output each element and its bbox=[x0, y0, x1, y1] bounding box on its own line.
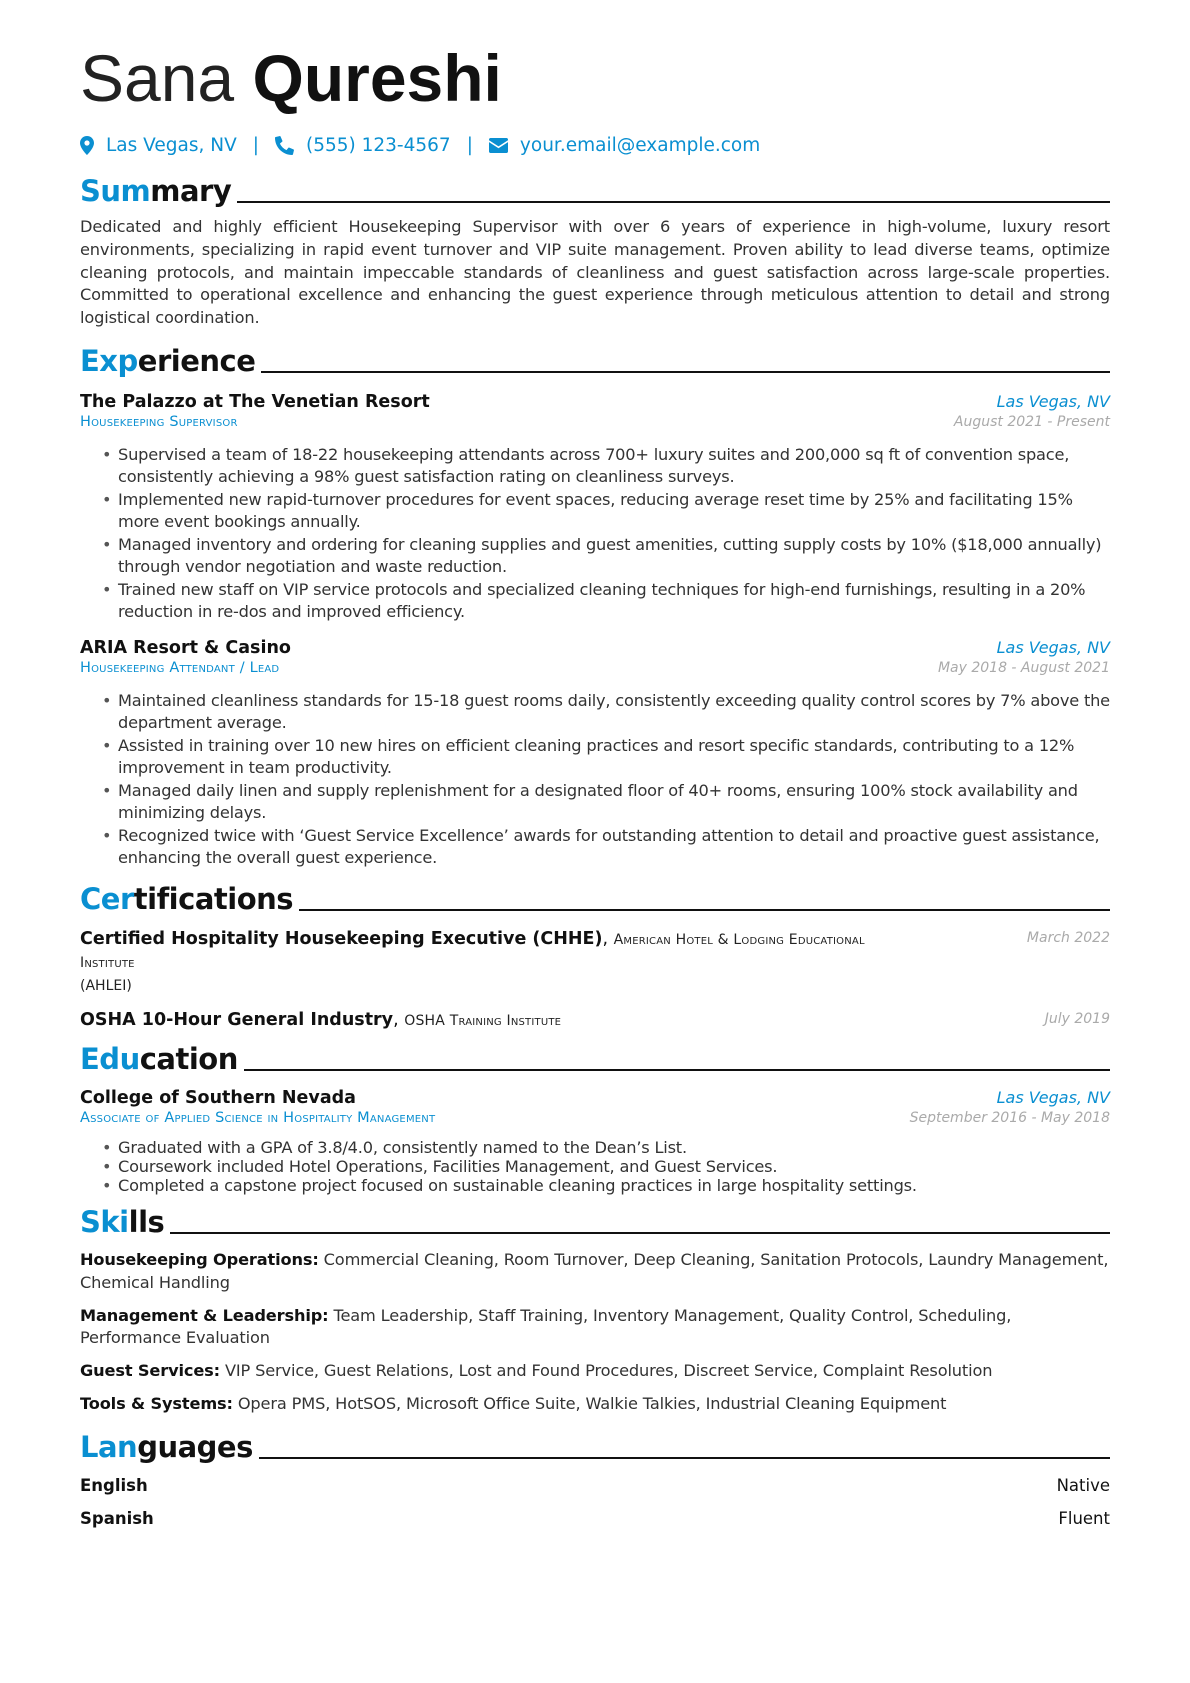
candidate-name bbox=[80, 38, 1110, 118]
contact-location bbox=[80, 135, 237, 156]
job-bullets bbox=[80, 690, 1110, 870]
bullet-icon: • bbox=[102, 825, 112, 845]
education-entry bbox=[80, 1088, 1110, 1195]
certification-issuer-abbr: (AHLEI) bbox=[80, 977, 132, 994]
job-title: Housekeeping Attendant / Lead bbox=[80, 659, 280, 676]
section-title-summary: Summary bbox=[80, 170, 1110, 210]
bullet-icon: • bbox=[102, 579, 112, 599]
last-name: Qureshi bbox=[252, 41, 502, 115]
skill-list: VIP Service, Guest Relations, Lost and Found Procedures, Discreet Service, Complaint Resolution bbox=[224, 1361, 993, 1381]
certification-issuer: OSHA Training Institute bbox=[404, 1012, 562, 1029]
bullet-icon: • bbox=[102, 690, 112, 710]
section-title-experience: Experience bbox=[80, 340, 1110, 380]
bullet-icon: • bbox=[102, 735, 112, 755]
list-item: • Supervised a team of 18-22 housekeeping attendants across 700+ luxury suites and 200,000 sq ft of convention space, consistently achieving a 98% guest satisfaction rating on cleanliness surveys. bbox=[102, 444, 1070, 487]
bullet-icon: • bbox=[102, 1156, 112, 1176]
skill-group bbox=[80, 1249, 1110, 1295]
language-row bbox=[80, 1475, 1110, 1497]
certification-item: Certified Hospitality Housekeeping Executive (CHHE), American Hotel & Lodging Educational Institute (AHLEI) March 2022 bbox=[80, 928, 1110, 994]
skill-list: Opera PMS, HotSOS, Microsoft Office Suite, Walkie Talkies, Industrial Cleaning Equipment bbox=[237, 1393, 947, 1413]
section-divider bbox=[299, 909, 1110, 911]
section-divider bbox=[261, 371, 1110, 373]
list-item: • Trained new staff on VIP service protocols and specialized cleaning techniques for high-end furnishings, resulting in a 20% reduction in re-dos and improved efficiency. bbox=[102, 579, 1086, 622]
degree-name: Associate of Applied Science in Hospitality Management bbox=[80, 1109, 436, 1126]
skill-list: Team Leadership, Staff Training, Inventory Management, Quality Control, Scheduling, Performance Evaluation bbox=[80, 1305, 1012, 1348]
certification-name: OSHA 10-Hour General Industry bbox=[80, 1009, 394, 1030]
contact-separator: | bbox=[466, 134, 473, 156]
contact-phone[interactable] bbox=[275, 135, 451, 156]
email-text: your.email@example.com bbox=[519, 134, 761, 156]
language-name: Spanish bbox=[80, 1508, 154, 1528]
phone-icon bbox=[275, 136, 294, 155]
section-divider bbox=[170, 1232, 1110, 1234]
phone-text: (555) 123-4567 bbox=[305, 134, 451, 156]
job-location: Las Vegas, NV bbox=[996, 391, 1110, 411]
skill-group bbox=[80, 1393, 1110, 1416]
location-text: Las Vegas, NV bbox=[106, 134, 237, 156]
employer-name: The Palazzo at The Venetian Resort bbox=[80, 391, 430, 412]
certification-item: OSHA 10-Hour General Industry, OSHA Training Institute July 2019 bbox=[80, 1009, 1110, 1030]
skill-list: Commercial Cleaning, Room Turnover, Deep Cleaning, Sanitation Protocols, Laundry Management, Chemical Handling bbox=[80, 1249, 1109, 1292]
list-item: • Assisted in training over 10 new hires on efficient cleaning practices and resort specific standards, contributing to a 12% improvement in team productivity. bbox=[102, 735, 1075, 778]
envelope-icon bbox=[489, 138, 508, 153]
skill-category: Guest Services: bbox=[80, 1361, 220, 1381]
map-pin-icon bbox=[80, 136, 94, 155]
list-item: • Managed daily linen and supply replenishment for a designated floor of 40+ rooms, ensuring 100% stock availability and minimizing delays. bbox=[102, 780, 1078, 823]
bullet-icon: • bbox=[102, 534, 112, 554]
education-bullets bbox=[80, 1138, 1110, 1195]
language-row bbox=[80, 1508, 1110, 1530]
contact-email[interactable] bbox=[489, 135, 760, 156]
language-name: English bbox=[80, 1475, 148, 1495]
skill-group bbox=[80, 1305, 1110, 1351]
list-item: • Recognized twice with ‘Guest Service Excellence’ awards for outstanding attention to detail and proactive guest assistance, enhancing the overall guest experience. bbox=[102, 825, 1100, 868]
list-item: • Maintained cleanliness standards for 15-18 guest rooms daily, consistently exceeding quality control scores by 7% above the department average. bbox=[102, 690, 1110, 733]
list-item: • Graduated with a GPA of 3.8/4.0, consistently named to the Dean’s List. bbox=[102, 1137, 687, 1157]
list-item: • Completed a capstone project focused on sustainable cleaning practices in large hospitality settings. bbox=[102, 1175, 917, 1195]
job-location: Las Vegas, NV bbox=[996, 637, 1110, 657]
section-title-education: Education bbox=[80, 1038, 1110, 1078]
skill-category: Management & Leadership: bbox=[80, 1305, 329, 1325]
contact-bar bbox=[80, 130, 1110, 160]
bullet-icon: • bbox=[102, 780, 112, 800]
list-item: • Managed inventory and ordering for cleaning supplies and guest amenities, cutting supply costs by 10% ($18,000 annually) through vendor negotiation and waste reduction. bbox=[102, 534, 1102, 577]
job-dates: August 2021 - Present bbox=[953, 413, 1110, 430]
list-item: • Coursework included Hotel Operations, Facilities Management, and Guest Services. bbox=[102, 1156, 778, 1176]
school-name: College of Southern Nevada bbox=[80, 1087, 356, 1108]
job-dates: May 2018 - August 2021 bbox=[937, 659, 1110, 676]
list-item: • Implemented new rapid-turnover procedures for event spaces, reducing average reset time by 25% and facilitating 15% more event bookings annually. bbox=[102, 489, 1073, 532]
section-title-languages: Languages bbox=[80, 1426, 1110, 1466]
language-level: Native bbox=[1056, 1475, 1110, 1495]
bullet-icon: • bbox=[102, 489, 112, 509]
section-divider bbox=[237, 201, 1110, 203]
bullet-icon: • bbox=[102, 444, 112, 464]
certification-date: March 2022 bbox=[1026, 929, 1110, 946]
school-location: Las Vegas, NV bbox=[996, 1087, 1110, 1107]
job-title: Housekeeping Supervisor bbox=[80, 413, 238, 430]
summary-text: Dedicated and highly efficient Housekeeping Supervisor with over 6 years of experience in high-volume, luxury resort environments, specializing in rapid event turnover and VIP suite management. Proven ability to lead diverse teams, optimize cleaning protocols, and maintain impeccable standards of cleanliness and guest satisfaction across large-scale properties. Committed to operational excellence and enhancing the guest experience through meticulous attention to detail and strong logistical coordination. bbox=[80, 217, 1110, 328]
certification-date: July 2019 bbox=[1044, 1010, 1110, 1027]
bullet-icon: • bbox=[102, 1175, 112, 1195]
job-bullets bbox=[80, 444, 1110, 624]
bullet-icon: • bbox=[102, 1137, 112, 1157]
education-dates: September 2016 - May 2018 bbox=[909, 1109, 1110, 1126]
skill-category: Housekeeping Operations: bbox=[80, 1249, 319, 1269]
section-divider bbox=[259, 1457, 1110, 1459]
skill-category: Tools & Systems: bbox=[80, 1393, 233, 1413]
language-level: Fluent bbox=[1058, 1508, 1110, 1528]
certification-issuer: American Hotel & Lodging Educational Institute bbox=[80, 931, 865, 971]
experience-entry bbox=[80, 392, 1110, 624]
section-title-skills: Skills bbox=[80, 1201, 1110, 1241]
experience-entry bbox=[80, 638, 1110, 870]
certification-name: Certified Hospitality Housekeeping Executive (CHHE) bbox=[80, 928, 603, 949]
section-divider bbox=[244, 1069, 1110, 1071]
employer-name: ARIA Resort & Casino bbox=[80, 637, 291, 658]
first-name: Sana bbox=[80, 41, 235, 115]
section-title-certifications: Certifications bbox=[80, 878, 1110, 918]
contact-separator: | bbox=[252, 134, 259, 156]
skill-group bbox=[80, 1360, 1110, 1383]
